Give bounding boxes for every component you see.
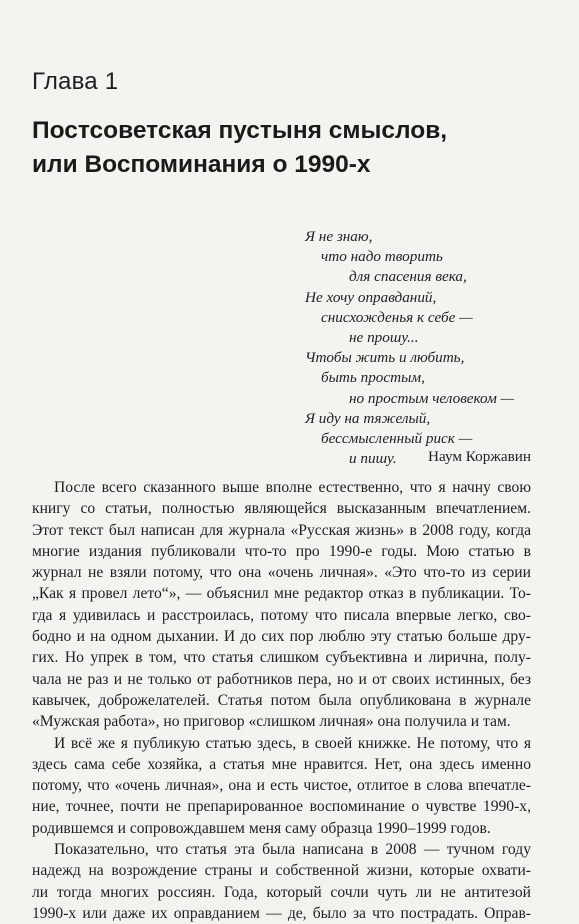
text-line: 1990-х или даже их оправданием — де, было за что пострадать. Оправ-	[32, 904, 531, 922]
epigraph-line: для спасения века,	[349, 268, 467, 286]
chapter-title	[32, 114, 552, 182]
text-line: родившемся и сопровождавшем меня саму образца 1990–1999 годов.	[32, 819, 491, 837]
epigraph-line: Чтобы жить и любить,	[305, 349, 465, 367]
text-line: гда я удивилась и расстроилась, потому что писала впервые легко, сво-	[32, 606, 531, 624]
text-line: книгу со статьи, полностью являющейся высказанным впечатлением.	[32, 500, 531, 518]
epigraph-line: быть простым,	[321, 369, 425, 387]
text-line: ние, точнее, почти не препарированное воспоминание о чувстве 1990-х,	[32, 798, 531, 816]
text-line: журнал не взяли потому, что она «очень личная». «Это что-то из серии	[32, 564, 531, 582]
text-line: И всё же я публикую статью здесь, в своей книжке. Не потому, что я	[54, 734, 531, 752]
epigraph-line: что надо творить	[321, 248, 443, 266]
text-line: чала не раз и не только от работников пера, но и от своих истинных, без	[32, 670, 531, 688]
text-line: Показательно, что статья эта была написана в 2008 — тучном году	[54, 841, 531, 859]
epigraph-line: не прошу...	[349, 329, 419, 347]
epigraph-line: но простым человеком —	[349, 389, 515, 407]
epigraph-line: бессмысленный риск —	[321, 430, 473, 448]
chapter-title-line: или Воспоминания о 1990-х	[32, 151, 371, 178]
text-line: здесь сама себе хозяйка, а статья мне нравится. Нет, она здесь именно	[32, 755, 531, 773]
text-line: кавычек, доброжелателей. Статья потом была опубликована в журнале	[32, 691, 531, 709]
text-line: После всего сказанного выше вполне естественно, что я начну свою	[54, 479, 531, 496]
text-line: потому, что «очень личная», она и есть чистое, отлитое в слова впечатле-	[32, 777, 531, 795]
text-line: многие издания публиковали что-то про 1990-е годы. Мою статью в	[32, 542, 531, 560]
epigraph-line: Я иду на тяжелый,	[305, 409, 431, 427]
text-line: ли тогда многих россиян. Года, который сочли чуть ли не антитезой	[32, 883, 531, 901]
epigraph-line: Я не знаю,	[305, 228, 373, 245]
body-text	[32, 477, 531, 924]
chapter-label: Глава 1	[32, 68, 119, 95]
text-line: Этот текст был написан для журнала «Русская жизнь» в 2008 году, когда	[32, 521, 531, 539]
text-line: «Мужская работа», но приговор «слишком личная» она получила и там.	[32, 713, 511, 731]
text-line: „Как я провел лето“», — объяснил мне редактор отказ в публикации. То-	[32, 585, 531, 603]
text-line: бодно и на одном дыхании. И до сих пор люблю эту статью больше дру-	[32, 628, 531, 646]
epigraph-line: и пишу.	[349, 450, 397, 468]
epigraph-author: Наум Коржавин	[428, 448, 531, 465]
epigraph-line: Не хочу оправданий,	[305, 288, 437, 306]
epigraph	[305, 227, 545, 469]
epigraph-line: снисхожденья к себе —	[321, 308, 473, 326]
chapter-title-line: Постсоветская пустыня смыслов,	[32, 117, 448, 144]
text-line: гих. Но упрек в том, что статья слишком субъективна и лирична, полу-	[32, 649, 531, 667]
text-line: надежд на возрождение страны и собственной жизни, которые охвати-	[32, 862, 531, 880]
